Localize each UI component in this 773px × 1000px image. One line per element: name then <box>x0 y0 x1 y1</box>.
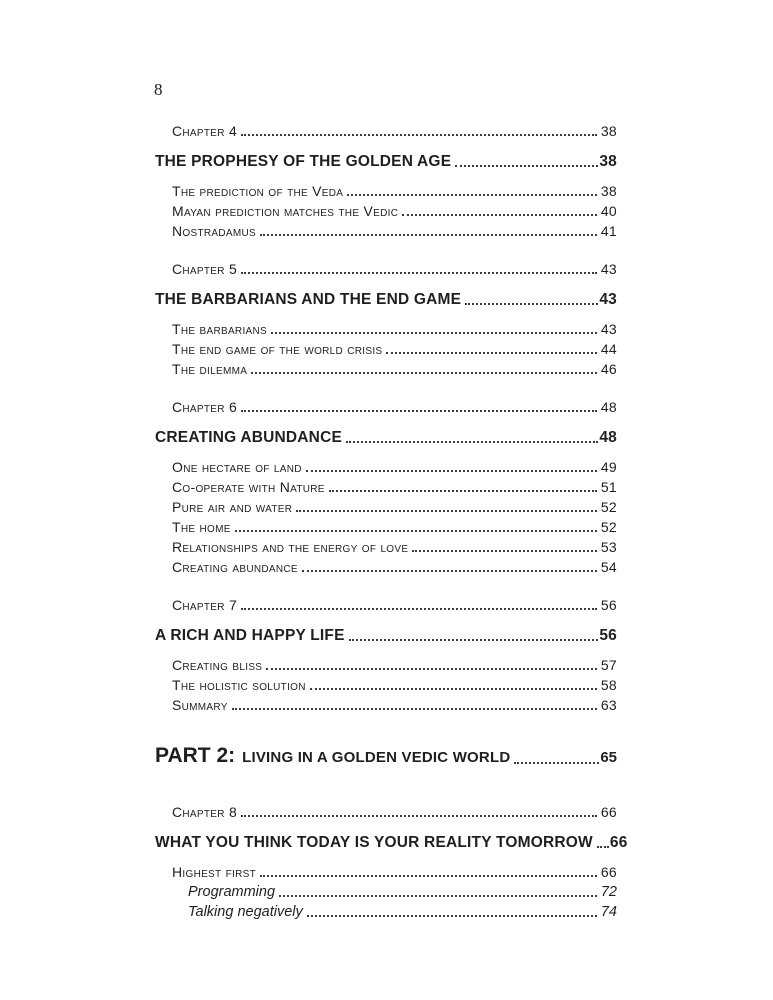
toc-entry-page: 54 <box>600 559 617 575</box>
toc-chapter-label: Chapter 5 <box>172 261 238 277</box>
toc-heading-label: THE BARBARIANS AND THE END GAME <box>155 291 462 308</box>
dot-leader <box>386 352 596 354</box>
dot-leader <box>232 708 597 710</box>
toc-heading-row <box>155 289 617 311</box>
toc-entry-label: Summary <box>172 697 228 713</box>
toc-entry-label: Talking negatively <box>188 904 303 920</box>
dot-leader <box>597 846 609 848</box>
toc-entry-label: Pure air and water <box>172 499 293 515</box>
toc-entry-label: One hectare of land <box>172 459 302 475</box>
toc-entry-row <box>155 557 617 577</box>
dot-leader <box>296 510 597 512</box>
toc-entry-label: The dilemma <box>172 361 248 377</box>
dot-leader <box>266 668 597 670</box>
toc-entry-page: 66 <box>600 864 617 880</box>
toc-chapter-page: 66 <box>600 804 617 820</box>
toc-entries <box>155 181 617 241</box>
dot-leader <box>251 372 597 374</box>
dot-leader <box>260 875 597 877</box>
toc-heading-label: WHAT YOU THINK TODAY IS YOUR REALITY TOMORROW <box>155 834 593 851</box>
toc-entry-row <box>155 517 617 537</box>
toc-entry-page: 41 <box>600 223 617 239</box>
toc-entry-page: 43 <box>600 321 617 337</box>
dot-leader <box>241 134 597 136</box>
toc-section <box>155 259 617 379</box>
toc-heading-page: 38 <box>599 153 617 170</box>
toc-heading-label: A RICH AND HAPPY LIFE <box>155 627 345 644</box>
toc-content <box>155 118 628 922</box>
toc-entry-row <box>155 181 617 201</box>
toc-entry-page: 51 <box>600 479 617 495</box>
toc-entry-row <box>155 695 617 715</box>
toc-entry-row <box>155 862 617 882</box>
toc-chapter-page: 38 <box>600 123 617 139</box>
toc-heading-row <box>155 151 617 173</box>
toc-entry-page: 46 <box>600 361 617 377</box>
dot-leader <box>310 688 597 690</box>
dot-leader <box>241 272 597 274</box>
toc-section <box>155 802 628 922</box>
toc-section <box>155 397 617 577</box>
toc-entry-row <box>155 201 617 221</box>
dot-leader <box>346 441 598 443</box>
dot-leader <box>329 490 597 492</box>
toc-entry-page: 63 <box>600 697 617 713</box>
toc-heading-row <box>155 427 617 449</box>
toc-entry-page: 40 <box>600 203 617 219</box>
toc-entry-label: Creating abundance <box>172 559 298 575</box>
toc-heading-row <box>155 832 628 854</box>
dot-leader <box>455 165 598 167</box>
toc-section <box>155 121 617 241</box>
toc-entries <box>155 319 617 379</box>
toc-chapter-label: Chapter 7 <box>172 597 238 613</box>
toc-chapter-label: Chapter 8 <box>172 804 238 820</box>
dot-leader <box>349 639 599 641</box>
toc-entry-page: 53 <box>600 539 617 555</box>
toc-section <box>155 595 617 715</box>
toc-entry-row <box>155 902 617 922</box>
toc-chapter-row <box>155 595 617 615</box>
toc-entry-page: 57 <box>600 657 617 673</box>
toc-entry-label: The barbarians <box>172 321 267 337</box>
toc-entry-label: The home <box>172 519 231 535</box>
dot-leader <box>271 332 597 334</box>
toc-chapter-label: Chapter 4 <box>172 123 238 139</box>
toc-chapter-row <box>155 397 617 417</box>
dot-leader <box>465 303 598 305</box>
toc-chapter-page: 48 <box>600 399 617 415</box>
toc-entry-row <box>155 457 617 477</box>
dot-leader <box>307 915 597 917</box>
toc-entry-row <box>155 359 617 379</box>
toc-heading-row <box>155 625 617 647</box>
toc-entry-label: The end game of the world crisis <box>172 341 383 357</box>
toc-heading-page: 48 <box>599 429 617 446</box>
toc-entries <box>155 862 617 922</box>
toc-entry-page: 72 <box>600 884 617 900</box>
toc-chapter-row <box>155 802 617 822</box>
toc-chapter-page: 43 <box>600 261 617 277</box>
dot-leader <box>241 608 597 610</box>
toc-entry-row <box>155 537 617 557</box>
toc-entry-label: Creating bliss <box>172 657 263 673</box>
toc-part-page: 65 <box>600 749 617 766</box>
toc-part-prefix: PART 2: <box>155 744 236 767</box>
toc-heading-label: CREATING ABUNDANCE <box>155 429 343 446</box>
toc-entry-row <box>155 477 617 497</box>
toc-entry-row <box>155 497 617 517</box>
toc-chapter-row <box>155 259 617 279</box>
toc-heading-page: 66 <box>609 834 628 851</box>
toc-entry-label: Co-operate with Nature <box>172 479 325 495</box>
toc-entry-label: Highest first <box>172 864 257 880</box>
dot-leader <box>235 530 597 532</box>
toc-entries <box>155 655 617 715</box>
toc-entry-page: 38 <box>600 183 617 199</box>
toc-entry-label: Relationships and the energy of love <box>172 539 409 555</box>
toc-entry-label: Nostradamus <box>172 223 256 239</box>
dot-leader <box>241 410 597 412</box>
toc-entry-label: Mayan prediction matches the Vedic <box>172 203 399 219</box>
dot-leader <box>260 234 597 236</box>
toc-entry-page: 49 <box>600 459 617 475</box>
toc-heading-label: THE PROPHESY OF THE GOLDEN AGE <box>155 153 452 170</box>
dot-leader <box>241 815 597 817</box>
toc-entry-page: 52 <box>600 499 617 515</box>
toc-chapter-label: Chapter 6 <box>172 399 238 415</box>
toc-chapter-row <box>155 121 617 141</box>
toc-entry-label: The prediction of the Veda <box>172 183 344 199</box>
dot-leader <box>306 470 597 472</box>
toc-entry-row <box>155 882 617 902</box>
toc-entry-row <box>155 339 617 359</box>
toc-entry-row <box>155 675 617 695</box>
toc-entry-page: 58 <box>600 677 617 693</box>
toc-heading-page: 43 <box>599 291 617 308</box>
toc-entries <box>155 457 617 577</box>
dot-leader <box>402 214 597 216</box>
toc-entry-page: 44 <box>600 341 617 357</box>
toc-entry-label: Programming <box>188 884 276 900</box>
toc-part-title: LIVING IN A GOLDEN VEDIC WORLD <box>242 749 511 766</box>
toc-entry-label: The holistic solution <box>172 677 306 693</box>
toc-entry-page: 74 <box>600 904 617 920</box>
toc-chapter-page: 56 <box>600 597 617 613</box>
toc-entry-page: 52 <box>600 519 617 535</box>
dot-leader <box>514 762 599 764</box>
toc-part-divider <box>155 743 617 771</box>
toc-entry-row <box>155 221 617 241</box>
toc-entry-row <box>155 319 617 339</box>
dot-leader <box>279 895 597 897</box>
toc-entry-row <box>155 655 617 675</box>
page-folio: 8 <box>154 80 163 99</box>
dot-leader <box>347 194 597 196</box>
dot-leader <box>302 570 597 572</box>
toc-heading-page: 56 <box>599 627 617 644</box>
dot-leader <box>412 550 596 552</box>
